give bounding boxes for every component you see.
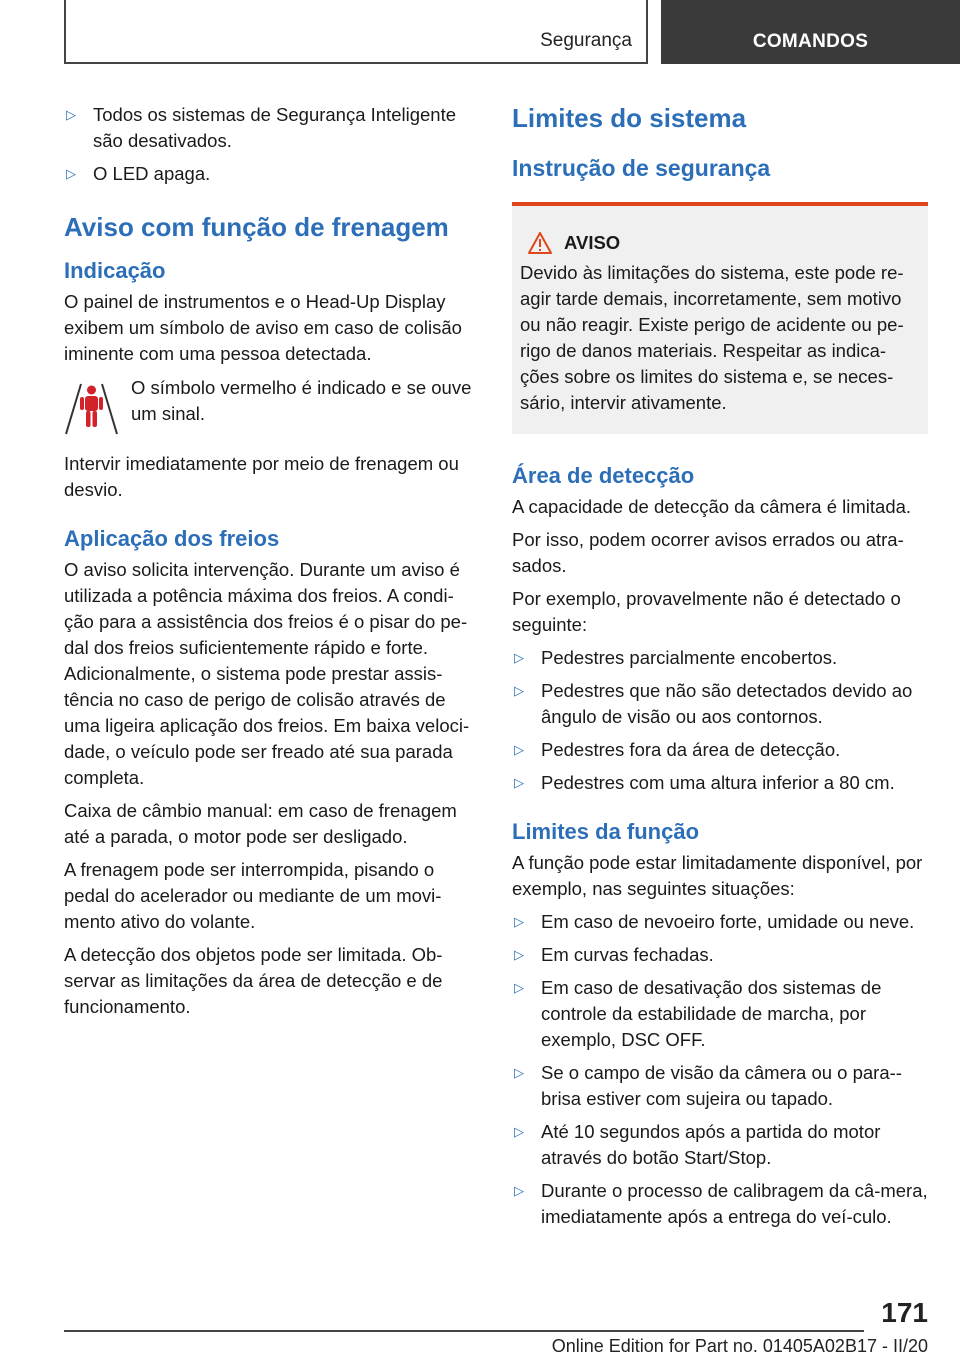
subsection-heading: Limites da função	[512, 819, 700, 844]
bullet-triangle-icon: ▷	[66, 107, 76, 122]
list-item: ▷ Pedestres fora da área de detecção.	[512, 737, 928, 763]
footer-edition: Online Edition for Part no. 01405A02B17 - II/20	[551, 1336, 928, 1356]
warning-box	[512, 202, 928, 434]
paragraph: Intervir imediatamente por meio de frenagem ou desvio.	[64, 453, 459, 500]
section-heading: Aviso com função de frenagem	[64, 212, 449, 242]
bullet-triangle-icon: ▷	[514, 683, 524, 698]
list-item: ▷ Pedestres que não são detectados devido ao ângulo de visão ou aos contornos.	[514, 680, 913, 727]
list-item: ▷ Todos os sistemas de Segurança Inteligente são desativados.	[66, 104, 457, 151]
section-title: Segurança	[540, 30, 632, 51]
paragraph: A função pode estar limitadamente disponível, por exemplo, nas seguintes situações:	[512, 852, 923, 899]
bullet-triangle-icon: ▷	[66, 166, 76, 181]
list-item: ▷ Em curvas fechadas.	[512, 942, 928, 968]
section-heading: Limites do sistema	[512, 103, 747, 133]
paragraph: Por exemplo, provavelmente não é detectado o seguinte:	[512, 588, 901, 635]
warning-text: Devido às limitações do sistema, este pode re-agir tarde demais, incorretamente, sem motivo ou não reagir. Existe perigo de acidente ou pe-rigo de danos materiais. Respeitar as indica-ções sobre os limites do sistema e, se neces-sário, intervir ativamente.	[520, 262, 904, 413]
bullet-triangle-icon: ▷	[514, 1183, 524, 1198]
bullet-triangle-icon: ▷	[514, 980, 524, 995]
symbol-description: O símbolo vermelho é indicado e se ouve um sinal.	[131, 377, 472, 424]
left-column	[64, 102, 482, 1027]
list-item: ▷ Durante o processo de calibragem da câ-mera, imediatamente após a entrega do veí-culo.	[514, 1180, 928, 1227]
warning-title: AVISO	[520, 230, 916, 256]
pedestrian-warning-icon	[64, 381, 119, 436]
paragraph: Caixa de câmbio manual: em caso de frenagem até a parada, o motor pode ser desligado.	[64, 800, 457, 847]
subsection-heading: Área de detecção	[512, 463, 695, 488]
paragraph: O aviso solicita intervenção. Durante um aviso é utilizada a potência máxima dos freios. A condi-ção para a assistência dos freios é o pisar do pe-dal dos freios suficientemente rápido e forte. Adicionalmente, o sistema pode prestar assis-tência no caso de perigo de colisão através de uma ligeira aplicação dos freios. Em baixa veloci-dade, o veículo pode ser freado até sua parada completa.	[64, 559, 470, 788]
subsection-heading: Instrução de segurança	[512, 155, 771, 181]
chapter-title: COMANDOS	[752, 31, 869, 52]
bullet-triangle-icon: ▷	[514, 650, 524, 665]
chapter-tab[interactable]	[661, 0, 960, 64]
symbol-row	[64, 375, 482, 439]
bullet-triangle-icon: ▷	[514, 1124, 524, 1139]
paragraph: A capacidade de detecção da câmera é limitada.	[512, 496, 912, 517]
paragraph: A detecção dos objetos pode ser limitada. Ob-servar as limitações da área de detecção e de funcionamento.	[64, 944, 443, 1017]
list-item: ▷ Pedestres com uma altura inferior a 80 cm.	[512, 770, 928, 796]
bullet-triangle-icon: ▷	[514, 914, 524, 929]
bullet-triangle-icon: ▷	[514, 775, 524, 790]
list-item: ▷ Pedestres parcialmente encobertos.	[512, 645, 928, 671]
paragraph: Por isso, podem ocorrer avisos errados ou atra-sados.	[512, 529, 904, 576]
bullet-triangle-icon: ▷	[514, 742, 524, 757]
header-frame	[64, 0, 648, 64]
subsection-heading: Indicação	[64, 258, 166, 283]
subsection-heading: Aplicação dos freios	[64, 526, 280, 551]
warning-triangle-icon	[528, 232, 552, 254]
bullet-triangle-icon: ▷	[514, 947, 524, 962]
list-item: ▷ Se o campo de visão da câmera ou o para--brisa estiver com sujeira ou tapado.	[514, 1062, 902, 1109]
footer-divider	[64, 1330, 864, 1332]
list-item: ▷ Em caso de nevoeiro forte, umidade ou neve.	[512, 909, 928, 935]
list-item: ▷ Até 10 segundos após a partida do motor através do botão Start/Stop.	[514, 1121, 881, 1168]
paragraph: O painel de instrumentos e o Head-Up Display exibem um símbolo de aviso em caso de colisão iminente com uma pessoa detectada.	[64, 291, 462, 364]
bullet-triangle-icon: ▷	[514, 1065, 524, 1080]
list-item: ▷ Em caso de desativação dos sistemas de controle da estabilidade de marcha, por exemplo, DSC OFF.	[514, 977, 882, 1050]
page-number: 171	[881, 1297, 928, 1328]
right-column	[512, 102, 928, 1237]
paragraph: A frenagem pode ser interrompida, pisando o pedal do acelerador ou mediante de um movi-mento ativo do volante.	[64, 859, 442, 932]
list-item: ▷ O LED apaga.	[64, 161, 482, 187]
